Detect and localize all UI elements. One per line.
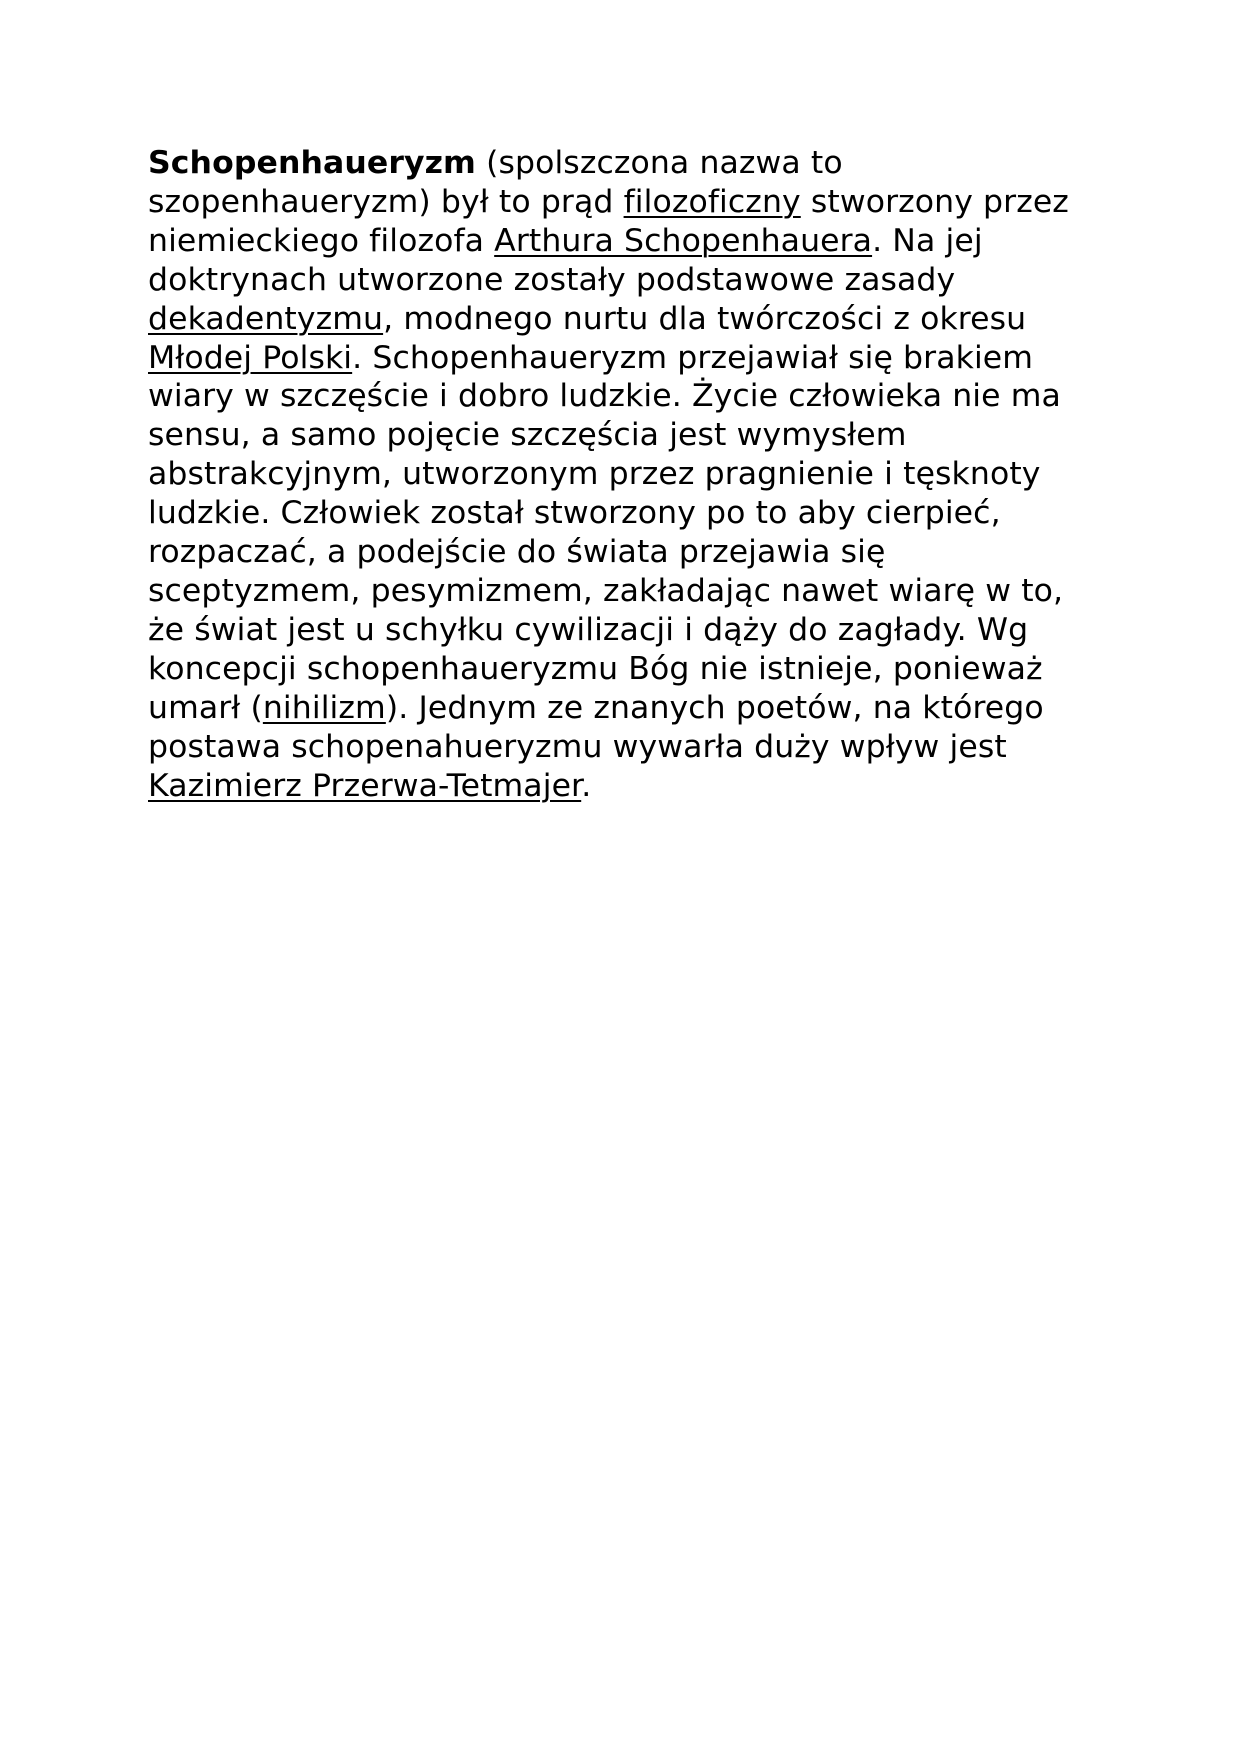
link-dekadentyzm[interactable]: dekadentyzmu	[148, 300, 384, 337]
link-arthur-schopenhauer[interactable]: Arthura Schopenhauera	[494, 222, 873, 259]
body-paragraph	[148, 144, 1088, 805]
text-segment: , modnego nurtu dla twórczości z okresu	[383, 300, 1027, 337]
link-nihilizm[interactable]: nihilizm	[262, 689, 386, 726]
text-segment: stworzony przez niemieckiego filozofa	[148, 183, 1069, 259]
link-filozoficzny[interactable]: filozoficzny	[623, 183, 801, 220]
link-kazimierz-przerwa-tetmajer[interactable]: Kazimierz Przerwa-Tetmajer	[148, 767, 582, 804]
link-mloda-polska[interactable]: Młodej Polski	[148, 339, 353, 376]
text-segment: .	[581, 767, 592, 804]
text-segment: . Na jej doktrynach utworzone zostały podstawowe zasady	[148, 222, 983, 298]
text-segment: (spolszczona nazwa to szopenhaueryzm) był to prąd	[148, 145, 843, 220]
term-heading: Schopenhaueryzm	[148, 145, 476, 181]
text-segment: ). Jednym ze znanych poetów, na którego postawa schopenahueryzmu wywarła duży wpływ jest	[148, 689, 1044, 765]
text-segment: . Schopenhaueryzm przejawiał się brakiem wiary w szczęście i dobro ludzkie. Życie człowieka nie ma sensu, a samo pojęcie szczęścia jest wymysłem abstrakcyjnym, utworzonym przez pragnienie i tęsknoty ludzkie. Człowiek został stworzony po to aby cierpieć, rozpaczać, a podejście do świata przejawia się sceptyzmem, pesymizmem, zakładając nawet wiarę w to, że świat jest u schyłku cywilizacji i dąży do zagłady. Wg koncepcji schopenhaueryzmu Bóg nie istnieje, ponieważ umarł (	[148, 339, 1064, 726]
